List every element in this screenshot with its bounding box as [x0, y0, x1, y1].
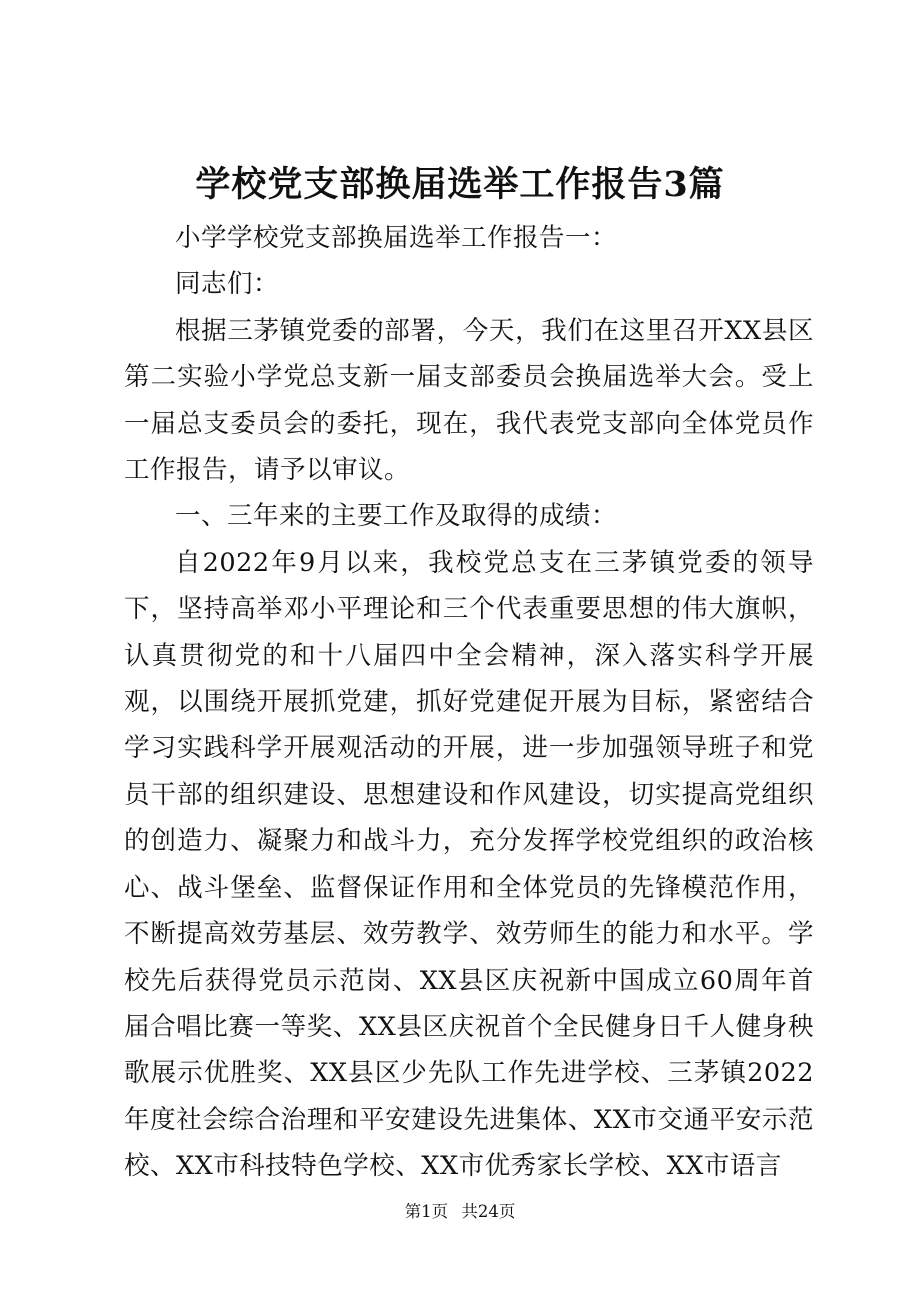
page-number: 第1页 [404, 1202, 449, 1221]
page-total: 共24页 [461, 1202, 516, 1221]
achievements-paragraph: 自2022年9月以来，我校党总支在三茅镇党委的领导下，坚持高举邓小平理论和三个代表重要思想的伟大旗帜，认真贯彻党的和十八届四中全会精神，深入落实科学开展观，以围绕开展抓党建，抓好党建促开展为目标，紧密结合学习实践科学开展观活动的开展，进一步加强领导班子和党员干部的组织建设、思想建设和作风建设，切实提高党组织的创造力、凝聚力和战斗力，充分发挥学校党组织的政治核心、战斗堡垒、监督保证作用和全体党员的先锋模范作用，不断提高效劳基层、效劳教学、效劳师生的能力和水平。学校先后获得党员示范岗、XX县区庆祝新中国成立60周年首届合唱比赛一等奖、XX县区庆祝首个全民健身日千人健身秧歌展示优胜奖、XX县区少先队工作先进学校、三茅镇2022年度社会综合治理和平安建设先进集体、XX市交通平安示范校、XX市科技特色学校、XX市优秀家长学校、XX市语言 [124, 547, 814, 1182]
document-title: 学校党支部换届选举工作报告3篇 [195, 164, 725, 205]
page-footer [0, 1200, 920, 1224]
document-body [124, 215, 814, 1190]
section-heading: 一、三年来的主要工作及取得的成绩： [175, 501, 618, 532]
salutation: 同志们： [175, 269, 280, 300]
greeting-heading: 小学学校党支部换届选举工作报告一： [175, 223, 618, 253]
intro-paragraph: 根据三茅镇党委的部署，今天，我们在这里召开XX县区第二实验小学党总支新一届支部委员会换届选举大会。受上一届总支委员会的委托，现在，我代表党支部向全体党员作工作报告，请予以审议。 [124, 315, 814, 486]
